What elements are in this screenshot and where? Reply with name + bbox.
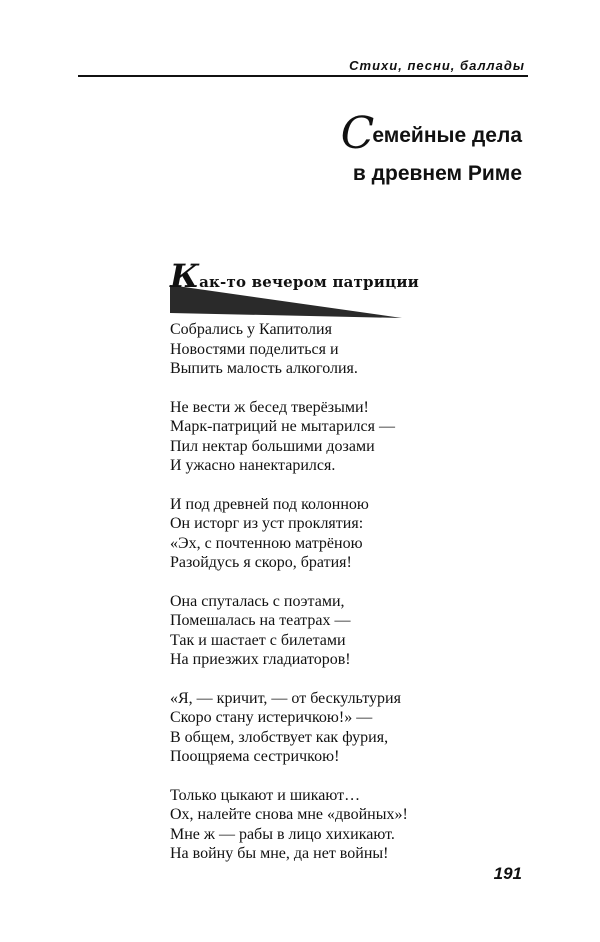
stanza — [170, 689, 408, 767]
poem-line: Скоро стану истеричкою!» — — [170, 709, 373, 726]
running-header: Стихи, песни, баллады — [349, 58, 525, 73]
poem-line: Она спуталась с поэтами, — [170, 592, 345, 610]
stanza — [170, 786, 408, 864]
poem-line: «Эх, с почтенною матрёною — [170, 534, 363, 552]
poem-line: Марк-патриций не мытарился — — [170, 418, 395, 435]
poem-line: В общем, злобствует как фурия, — [170, 728, 389, 746]
poem-line: «Я, — кричит, — от бескультурия — [170, 689, 401, 707]
subtitle-ribbon — [170, 255, 420, 323]
stanza — [170, 320, 408, 379]
poem-line: Разойдусь я скоро, братия! — [170, 554, 352, 571]
stanza — [170, 398, 408, 476]
poem-line: Только цыкают и шикают… — [170, 786, 361, 804]
poem-line: Ох, налейте снова мне «двойных»! — [170, 806, 408, 823]
poem-line: Он исторг из уст проклятия: — [170, 515, 364, 532]
poem-line: Пил нектар большими дозами — [170, 437, 375, 455]
poem-line: Поощряема сестричкою! — [170, 748, 340, 765]
poem-line: И ужасно нанектарился. — [170, 457, 336, 474]
poem-line: Собрались у Капитолия — [170, 321, 332, 338]
title-line-2: в древнем Риме — [352, 162, 522, 185]
poem-line: Новостями поделиться и — [170, 340, 339, 358]
subtitle-initial: К — [170, 257, 200, 295]
poem-line: На войну бы мне, да нет войны! — [170, 845, 389, 862]
stanza — [170, 592, 408, 670]
page-number: 191 — [493, 864, 522, 883]
page-title — [341, 108, 522, 189]
subtitle — [170, 257, 419, 295]
poem-line: Помешалась на театрах — — [170, 612, 351, 629]
poem-line: Не вести ж бесед тверёзыми! — [170, 398, 369, 416]
stanza — [170, 495, 408, 573]
header-rule — [78, 75, 528, 77]
title-initial: С — [340, 108, 375, 159]
poem-line: Выпить малость алкоголия. — [170, 360, 358, 377]
poem-line: На приезжих гладиаторов! — [170, 651, 351, 668]
title-line-1: емейные дела — [372, 124, 522, 147]
poem-body — [170, 320, 408, 883]
poem-line: Так и шастает с билетами — [170, 631, 346, 649]
subtitle-rest: ак-то вечером патриции — [199, 273, 419, 291]
poem-line: Мне ж — рабы в лицо хихикают. — [170, 825, 395, 843]
poem-line: И под древней под колонною — [170, 495, 369, 513]
